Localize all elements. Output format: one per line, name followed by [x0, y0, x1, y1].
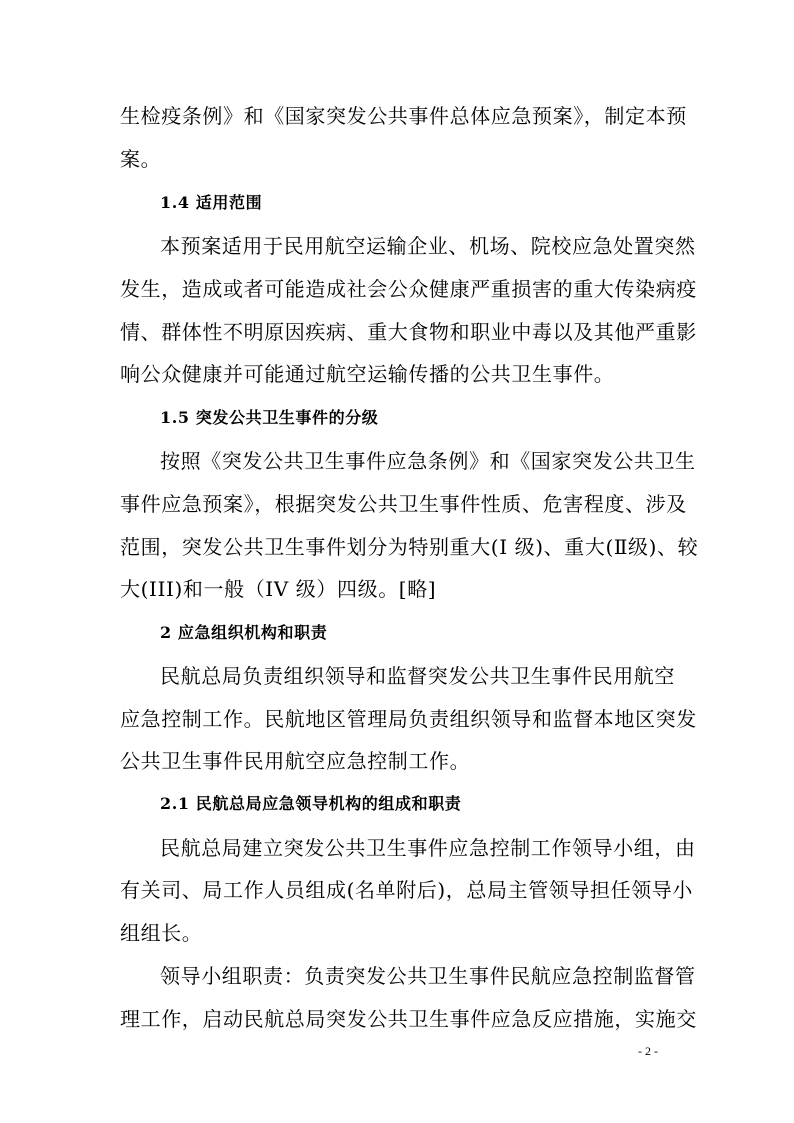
body-text-line: 按照《突发公共卫生事件应急条例》和《国家突发公共卫生: [160, 449, 696, 473]
body-text-line: 民航总局建立突发公共卫生事件应急控制工作领导小组，由: [160, 836, 696, 860]
body-text-line: 情、群体性不明原因疾病、重大食物和职业中毒以及其他严重影: [120, 320, 697, 344]
body-text-line: 案。: [120, 147, 162, 171]
section-heading-2-1: 2.1 民航总局应急领导机构的组成和职责: [160, 794, 462, 813]
body-text-line: 有关司、局工作人员组成(名单附后)，总局主管领导担任领导小: [120, 878, 694, 902]
body-text-line: 事件应急预案》，根据突发公共卫生事件性质、危害程度、涉及: [120, 492, 687, 516]
body-text-line: 组组长。: [120, 921, 203, 945]
body-text-line: 公共卫生事件民用航空应急控制工作。: [120, 749, 471, 773]
page-number: - 2 -: [638, 1044, 658, 1058]
body-text-line: 范围，突发公共卫生事件划分为特别重大(I 级)、重大(Ⅱ级)、较: [120, 535, 699, 559]
section-heading-2: 2 应急组织机构和职责: [160, 623, 328, 642]
body-text-line: 应急控制工作。民航地区管理局负责组织领导和监督本地区突发: [120, 707, 697, 731]
section-heading-1-5: 1.5 突发公共卫生事件的分级: [160, 408, 379, 427]
section-heading-1-4: 1.4 适用范围: [160, 193, 263, 212]
body-text-line: 大(III)和一般（IV 级）四级。[略]: [120, 577, 437, 601]
body-text-line: 生检疫条例》和《国家突发公共事件总体应急预案》，制定本预: [120, 104, 687, 128]
body-text-line: 民航总局负责组织领导和监督突发公共卫生事件民用航空: [160, 664, 675, 688]
body-text-line: 本预案适用于民用航空运输企业、机场、院校应急处置突然: [160, 234, 696, 258]
body-text-line: 理工作，启动民航总局突发公共卫生事件应急反应措施，实施交: [120, 1007, 697, 1031]
body-text-line: 响公众健康并可能通过航空运输传播的公共卫生事件。: [120, 362, 615, 386]
body-text-line: 领导小组职责：负责突发公共卫生事件民航应急控制监督管: [160, 964, 696, 988]
body-text-line: 发生，造成或者可能造成社会公众健康严重损害的重大传染病疫: [120, 277, 697, 301]
